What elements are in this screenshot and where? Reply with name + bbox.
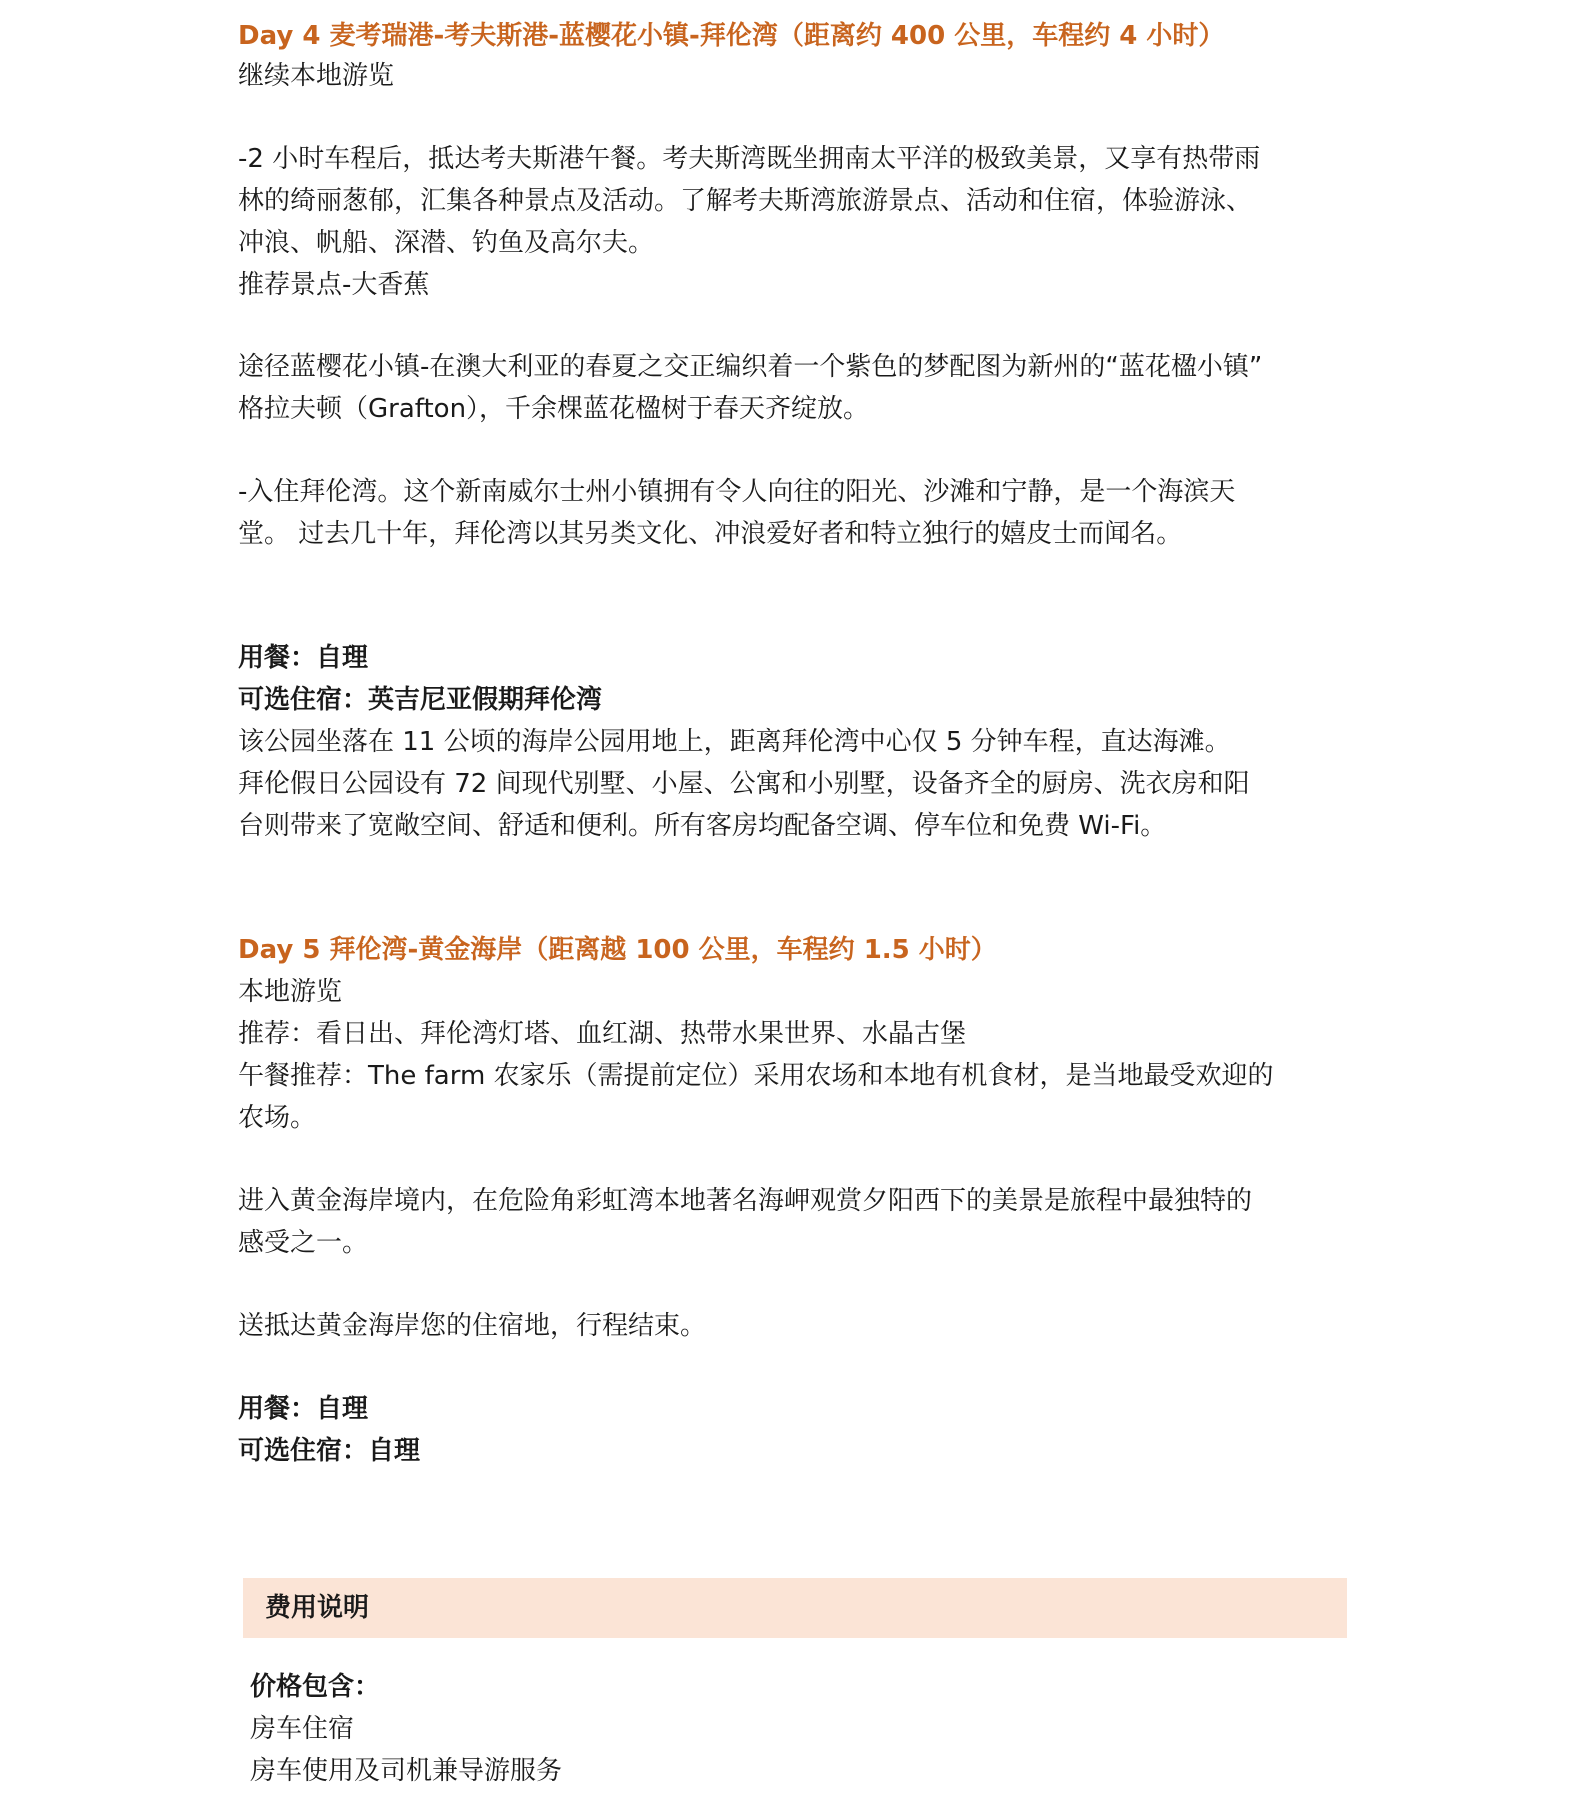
- day5-recommend: 推荐：看日出、拜伦湾灯塔、血红湖、热带水果世界、水晶古堡: [238, 1019, 967, 1049]
- fees-item: 房车住宿: [250, 1714, 355, 1744]
- day5-heading: Day 5 拜伦湾-黄金海岸（距离越 100 公里，车程约 1.5 小时）: [238, 935, 997, 965]
- day5-lodging: 可选住宿：自理: [238, 1436, 421, 1466]
- day4-para2-line: 格拉夫顿（Grafton），千余棵蓝花楹树于春天齐绽放。: [238, 394, 870, 424]
- day4-para3-line: -入住拜伦湾。这个新南威尔士州小镇拥有令人向往的阳光、沙滩和宁静，是一个海滨天: [238, 477, 1236, 507]
- day4-intro: 继续本地游览: [238, 61, 395, 91]
- day5-intro: 本地游览: [238, 977, 343, 1007]
- day4-heading: Day 4 麦考瑞港-考夫斯港-蓝樱花小镇-拜伦湾（距离约 400 公里，车程约 4 小时）: [238, 21, 1225, 51]
- day5-end: 送抵达黄金海岸您的住宿地，行程结束。: [238, 1311, 707, 1341]
- day5-lunch-line: 农场。: [238, 1103, 317, 1133]
- day5-lunch-line: 午餐推荐：The farm 农家乐（需提前定位）采用农场和本地有机食材，是当地最受欢迎的: [238, 1061, 1274, 1091]
- day4-meals: 用餐：自理: [238, 643, 369, 673]
- day4-lodging-line: 该公园坐落在 11 公顷的海岸公园用地上，距离拜伦湾中心仅 5 分钟车程，直达海滩。: [238, 727, 1231, 757]
- day5-meals: 用餐：自理: [238, 1394, 369, 1424]
- day5-sunset-line: 感受之一。: [238, 1228, 369, 1258]
- day4-para1-line: 林的绮丽葱郁，汇集各种景点及活动。了解考夫斯湾旅游景点、活动和住宿，体验游泳、: [238, 186, 1253, 216]
- day5-sunset-line: 进入黄金海岸境内，在危险角彩虹湾本地著名海岬观赏夕阳西下的美景是旅程中最独特的: [238, 1186, 1253, 1216]
- day4-para1-line: 冲浪、帆船、深潜、钓鱼及高尔夫。: [238, 228, 655, 258]
- day4-recommend: 推荐景点-大香蕉: [238, 270, 430, 300]
- day4-para2-line: 途径蓝樱花小镇-在澳大利亚的春夏之交正编织着一个紫色的梦配图为新州的“蓝花楹小镇”: [238, 352, 1263, 382]
- day4-lodging-line: 拜伦假日公园设有 72 间现代别墅、小屋、公寓和小别墅，设备齐全的厨房、洗衣房和阳: [238, 769, 1250, 799]
- day4-para1-line: -2 小时车程后，抵达考夫斯港午餐。考夫斯湾既坐拥南太平洋的极致美景，又享有热带雨: [238, 144, 1261, 174]
- fee-section-header: [243, 1578, 1347, 1638]
- day4-lodging: 可选住宿：英吉尼亚假期拜伦湾: [238, 685, 603, 715]
- day4-para3-line: 堂。 过去几十年，拜伦湾以其另类文化、冲浪爱好者和特立独行的嬉皮士而闻名。: [238, 519, 1183, 549]
- fees-includes-label: 价格包含：: [250, 1672, 381, 1702]
- day4-lodging-line: 台则带来了宽敞空间、舒适和便利。所有客房均配备空调、停车位和免费 Wi-Fi。: [238, 811, 1167, 841]
- fees-item: 房车使用及司机兼导游服务: [250, 1756, 563, 1786]
- fee-section-title: 费用说明: [265, 1593, 370, 1623]
